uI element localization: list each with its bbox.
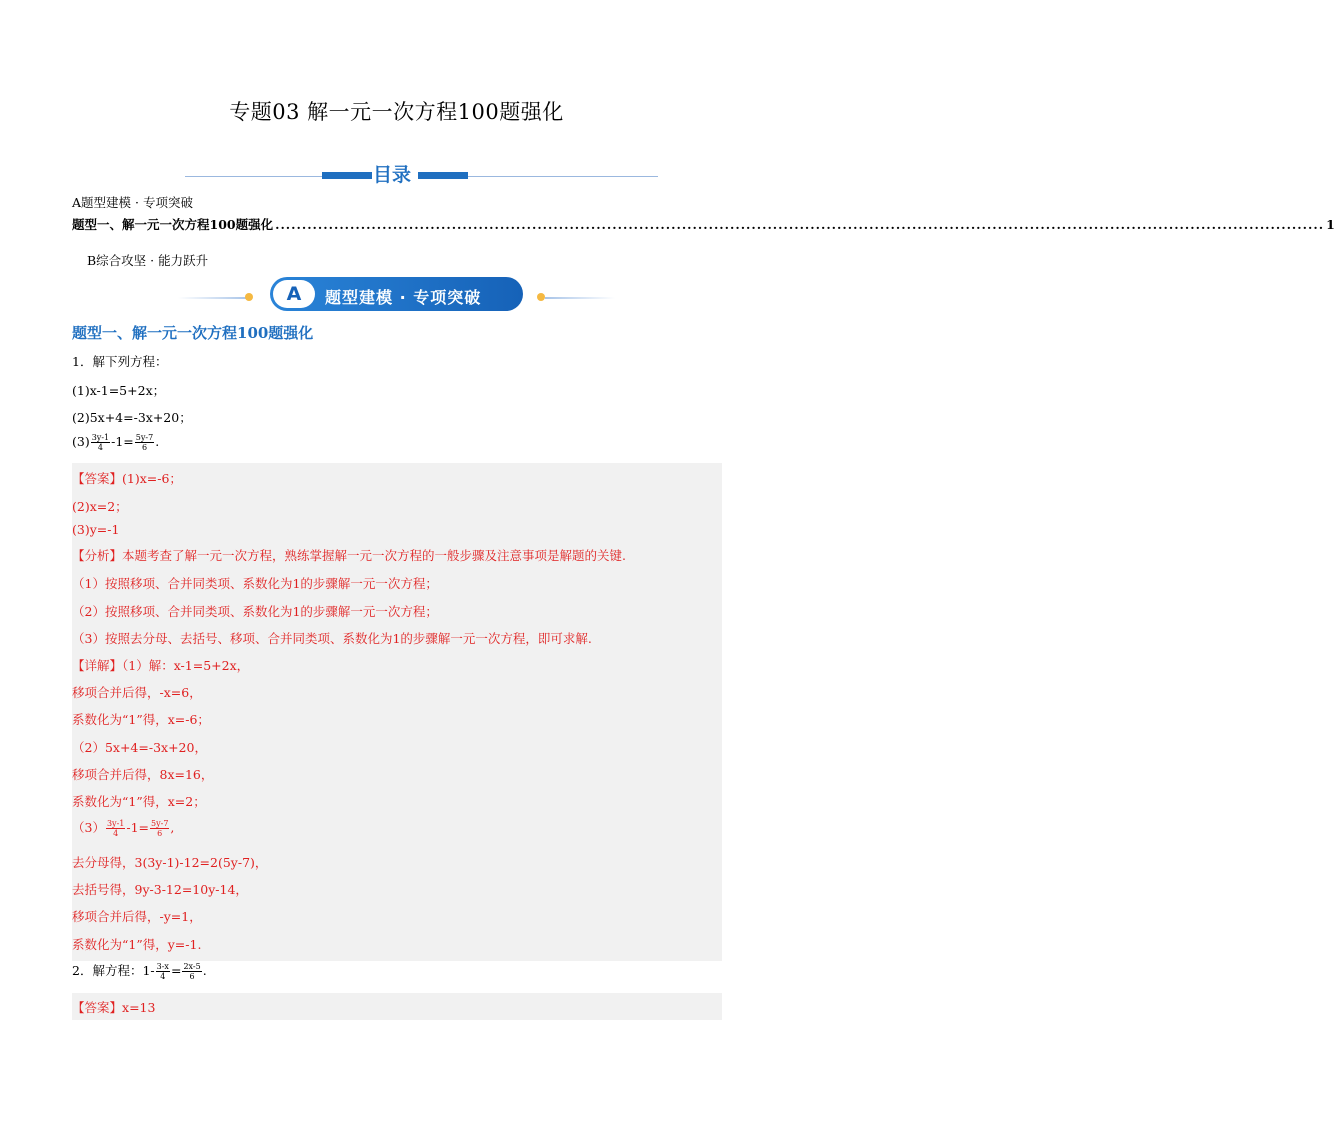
a1-ans3: (3)y=-1	[72, 522, 120, 537]
a1-detail-3: 系数化为“1”得，x=-6；	[72, 712, 210, 727]
a1-detail-6: 系数化为“1”得，x=2；	[72, 794, 206, 809]
banner-letter: A	[273, 280, 315, 308]
a1-detail-7	[72, 818, 174, 838]
detail-text: （1）解：x-1=5+2x，	[122, 658, 250, 673]
fraction-numerator: 3-x	[156, 962, 169, 971]
a2-answer-line	[72, 998, 155, 1016]
detail-7-end: ,	[170, 820, 175, 835]
detail-7-prefix: （3）	[72, 820, 105, 835]
detail-tag: 【详解】	[72, 658, 123, 673]
a1-detail-9: 去括号得，9y-3-12=10y-14，	[72, 882, 248, 897]
section-title: 题型一、解一元一次方程100题强化	[72, 324, 314, 342]
fraction	[150, 819, 169, 838]
a1-answer-line	[72, 469, 182, 487]
q2-stem	[72, 961, 207, 981]
banner-line-right	[545, 297, 615, 299]
q2-prefix: 2．解方程：1-	[72, 963, 155, 978]
toc-bar-right	[418, 172, 468, 179]
answer-box-2	[72, 993, 722, 1020]
detail-7-mid: -1=	[126, 820, 150, 835]
q2-mid: =	[170, 963, 182, 978]
fraction-numerator: 5y-7	[151, 819, 169, 828]
a1-detail-10: 移项合并后得，-y=1，	[72, 909, 202, 924]
banner-line-left	[178, 297, 248, 299]
banner-dot-right	[537, 293, 545, 301]
fraction-denominator: 6	[157, 829, 163, 838]
q1-part2: (2)5x+4=-3x+20；	[72, 410, 192, 425]
answer-tag: 【答案】	[72, 1000, 123, 1015]
a1-analysis-3: （3）按照去分母、去括号、移项、合并同类项、系数化为1的步骤解一元一次方程，即可求解.	[72, 631, 592, 646]
toc-divider-right	[468, 176, 658, 177]
fraction	[91, 433, 110, 452]
fraction-denominator: 6	[141, 443, 148, 452]
toc-entry-label: 题型一、解一元一次方程100题强化	[72, 217, 274, 232]
fraction-denominator: 4	[160, 972, 166, 981]
toc-divider-left	[185, 176, 322, 177]
q1-part3-prefix: (3)	[72, 434, 90, 449]
fraction-numerator: 3y-1	[91, 433, 110, 442]
a1-detail-11: 系数化为“1”得，y=-1.	[72, 937, 202, 952]
banner-dot-left	[245, 293, 253, 301]
q1-part1: (1)x-1=5+2x；	[72, 383, 166, 398]
q1-part3-mid: -1=	[111, 434, 134, 449]
toc-heading: 目录	[373, 164, 412, 186]
a1-ans2: (2)x=2；	[72, 499, 128, 514]
toc-part-b[interactable]: B综合攻坚 · 能力跃升	[87, 253, 209, 268]
a2-ans: x=13	[122, 1000, 156, 1015]
q2-end: .	[202, 963, 207, 978]
toc-entry-page: 1	[1326, 217, 1335, 232]
fraction-numerator: 5y-7	[135, 433, 154, 442]
a1-analysis-1: （1）按照移项、合并同类项、系数化为1的步骤解一元一次方程；	[72, 576, 438, 591]
analysis-tag: 【分析】	[72, 548, 123, 563]
a1-ans1: (1)x=-6；	[122, 471, 182, 486]
a1-detail-2: 移项合并后得，-x=6，	[72, 685, 202, 700]
a1-detail-1	[72, 656, 249, 674]
analysis-text: 本题考查了解一元一次方程，熟练掌握解一元一次方程的一般步骤及注意事项是解题的关键.	[122, 548, 626, 563]
fraction-numerator: 3y-1	[106, 819, 125, 828]
toc-part-a[interactable]: A题型建模 · 专项突破	[72, 195, 193, 210]
page-title: 专题03 解一元一次方程100题强化	[229, 100, 564, 124]
fraction	[156, 962, 170, 981]
fraction	[135, 433, 154, 452]
a1-detail-8: 去分母得，3(3y-1)-12=2(5y-7)，	[72, 855, 268, 870]
fraction-denominator: 4	[113, 829, 119, 838]
a1-detail-5: 移项合并后得，8x=16，	[72, 767, 214, 782]
fraction-denominator: 4	[97, 443, 103, 452]
toc-entry-1[interactable]	[72, 215, 1335, 233]
toc-bar-left	[322, 172, 372, 179]
q1-part3-end: .	[155, 434, 160, 449]
a1-analysis	[72, 546, 626, 564]
banner-text: 题型建模 · 专项突破	[325, 288, 482, 307]
answer-tag: 【答案】	[72, 471, 123, 486]
fraction-denominator: 6	[189, 972, 195, 981]
fraction-numerator: 2x-5	[183, 962, 201, 971]
a1-detail-4: （2）5x+4=-3x+20，	[72, 740, 207, 755]
fraction	[182, 962, 201, 981]
q1-stem: 1．解下列方程：	[72, 354, 168, 369]
q1-part3	[72, 433, 159, 452]
a1-analysis-2: （2）按照移项、合并同类项、系数化为1的步骤解一元一次方程；	[72, 604, 438, 619]
fraction	[106, 819, 125, 838]
toc-leader-dots: ....................................................................................................................................................................................................	[275, 217, 1325, 232]
